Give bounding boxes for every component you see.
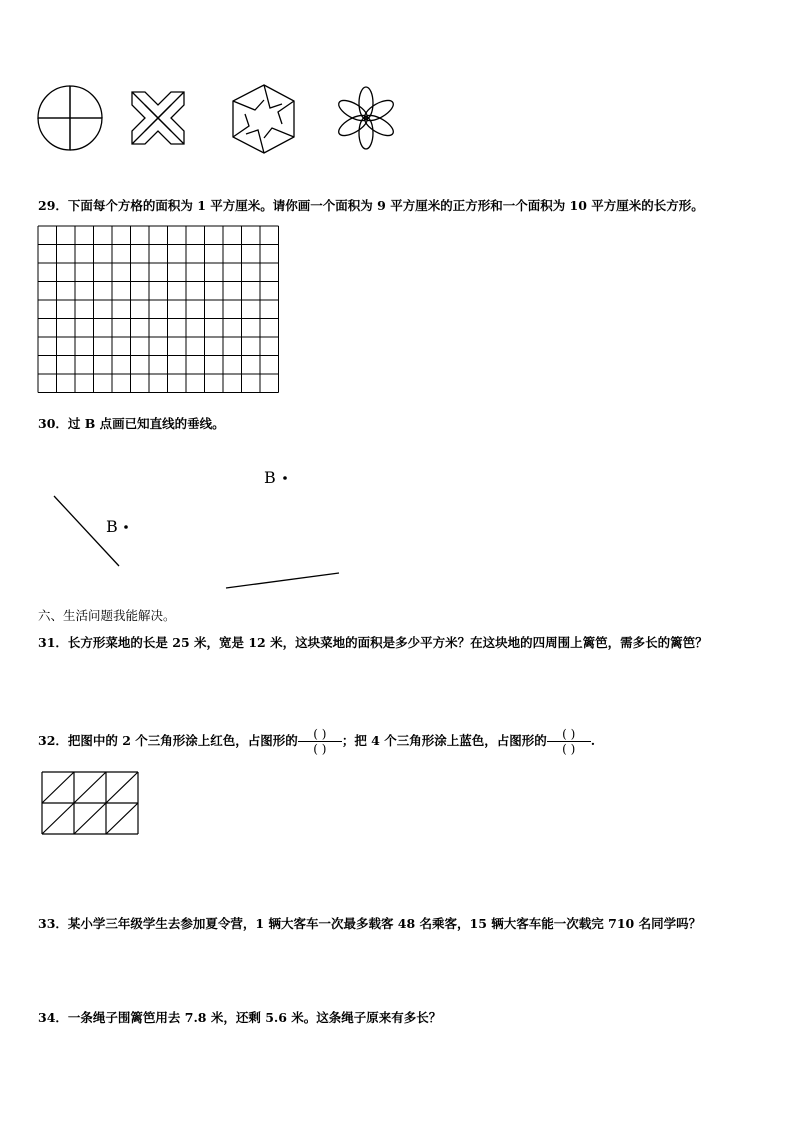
shape-line bbox=[106, 772, 138, 803]
question-33: 33．某小学三年级学生去参加夏令营，1 辆大客车一次最多载客 48 名乘客，15 辆大客车能一次载完 710 名同学吗？ bbox=[38, 916, 702, 931]
question-30: 30．过 B 点画已知直线的垂线。 bbox=[38, 416, 225, 431]
question-29: 29．下面每个方格的面积为 1 平方厘米。请你画一个面积为 9 平方厘米的正方形和一个面积为 10 平方厘米的长方形。 bbox=[38, 198, 704, 213]
q32-part1: 32．把图中的 2 个三角形涂上红色，占图形的 bbox=[38, 733, 298, 748]
point-b-2-dot bbox=[283, 476, 287, 480]
shape-line bbox=[74, 772, 106, 803]
triangle-shape[interactable] bbox=[41, 771, 142, 836]
pinwheel-icon bbox=[38, 86, 102, 150]
point-b-1-dot bbox=[124, 525, 128, 529]
shape-line bbox=[74, 803, 106, 834]
question-34: 34．一条绳子围篱笆用去 7.8 米，还剩 5.6 米。这条绳子原来有多长？ bbox=[38, 1010, 442, 1025]
fraction-denominator[interactable]: ( ) bbox=[562, 742, 576, 756]
given-line-2 bbox=[226, 573, 339, 588]
square-grid[interactable] bbox=[36, 224, 282, 406]
fraction-blank-red[interactable] bbox=[298, 728, 342, 755]
point-b-1-label: B bbox=[106, 517, 118, 536]
question-32 bbox=[38, 728, 595, 755]
flower-icon bbox=[336, 87, 397, 149]
fraction-denominator[interactable]: ( ) bbox=[313, 742, 327, 756]
q32-end: . bbox=[590, 733, 596, 748]
q32-part2: 把 4 个三角形涂上蓝色，占图形的 bbox=[354, 733, 547, 748]
q32-sep: ； bbox=[341, 733, 355, 748]
fraction-blank-blue[interactable] bbox=[547, 728, 591, 755]
point-b-2-label: B bbox=[264, 468, 276, 487]
hexagon-pinwheel-icon bbox=[233, 85, 294, 153]
perpendicular-figure[interactable] bbox=[0, 440, 794, 600]
cross-arrow-icon bbox=[132, 92, 184, 144]
shape-line bbox=[106, 803, 138, 834]
shape-line bbox=[42, 772, 74, 803]
shape-line bbox=[42, 803, 74, 834]
symmetry-figures bbox=[0, 0, 794, 170]
fraction-numerator[interactable]: ( ) bbox=[298, 728, 342, 742]
section-title: 六、生活问题我能解决。 bbox=[38, 608, 176, 623]
question-31: 31．长方形菜地的长是 25 米，宽是 12 米，这块菜地的面积是多少平方米？在这块地的四周围上篱笆，需多长的篱笆？ bbox=[38, 635, 708, 650]
fraction-numerator[interactable]: ( ) bbox=[547, 728, 591, 742]
